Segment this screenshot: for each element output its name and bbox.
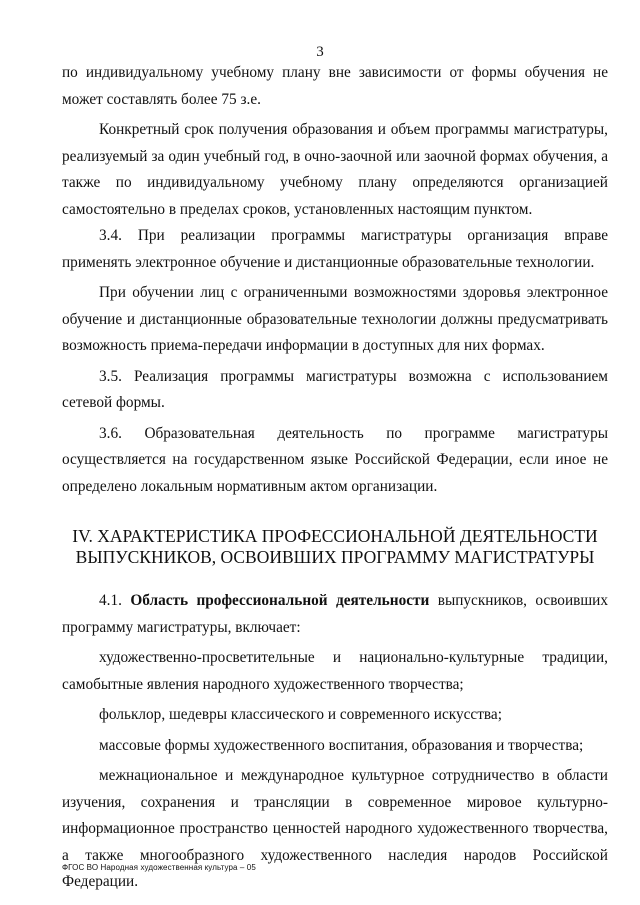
list-item: массовые формы художественного воспитания, образования и творчества; — [99, 736, 584, 754]
document-body — [62, 60, 608, 896]
paragraph-3-6: 3.6. Образовательная деятельность по программе магистратуры осуществляется на государственном языке Российской Федерации, если иное не определено локальным нормативным актом организации. — [62, 424, 608, 495]
paragraph-4-1 — [62, 588, 608, 641]
list-item: фольклор, шедевры классического и современного искусства; — [99, 706, 502, 723]
page-footer: ФГОС ВО Народная художественная культура – 05 — [62, 863, 256, 872]
item-4-1-bold-term: Область профессиональной деятельности — [130, 592, 430, 609]
paragraph-continuation: по индивидуальному учебному плану вне зависимости от формы обучения не может составлять более 75 з.е. — [62, 64, 608, 108]
item-4-1-number: 4.1. — [99, 592, 122, 609]
section-4-heading-line-2: ВЫПУСКНИКОВ, ОСВОИВШИХ ПРОГРАММУ МАГИСТРАТУРЫ — [75, 547, 595, 567]
list-item: межнациональное и международное культурное сотрудничество в области изучения, сохранения и трансляции в современное мировое культурно-информационное пространство ценностей народного художественного творчества, а также многообразного художественного наследия народов Российской Федерации. — [62, 767, 608, 890]
list-item: художественно-просветительные и национально-культурные традиции, самобытные явления народного художественного творчества; — [62, 649, 608, 693]
page-number: 3 — [316, 44, 324, 60]
section-4-heading-line-1: IV. ХАРАКТЕРИСТИКА ПРОФЕССИОНАЛЬНОЙ ДЕЯТЕЛЬНОСТИ — [72, 526, 598, 546]
paragraph-study-period: Конкретный срок получения образования и объем программы магистратуры, реализуемый за один учебный год, в очно-заочной или заочной формах обучения, а также по индивидуальному учебному плану определяются организацией самостоятельно в пределах сроков, установленных настоящим пунктом. — [62, 121, 608, 218]
item-4-1-text: выпускников, освоивших программу магистратуры, включает: — [62, 592, 608, 636]
section-4-heading — [62, 526, 608, 568]
paragraph-disabilities: При обучении лиц с ограниченными возможностями здоровья электронное обучение и дистанционные образовательные технологии должны предусматривать возможность приема-передачи информации в доступных для них формах. — [62, 284, 608, 354]
paragraph-3-4: 3.4. При реализации программы магистратуры организация вправе применять электронное обучение и дистанционные образовательные технологии. — [62, 227, 608, 271]
paragraph-3-5: 3.5. Реализация программы магистратуры возможна с использованием сетевой формы. — [62, 367, 608, 411]
